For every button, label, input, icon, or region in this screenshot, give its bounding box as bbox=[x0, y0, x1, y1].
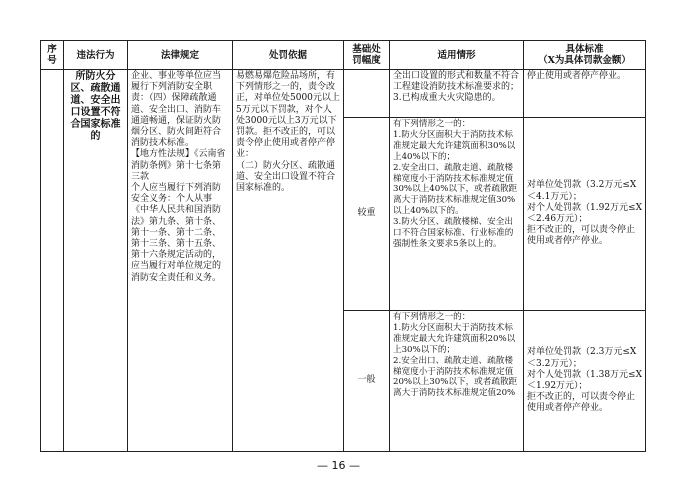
penalty-basis-cell: 易燃易爆危险品场所，有下列情形之一的，责令改正，对单位处5000元以上5万元以下罚款，对个人处3000元以上3万元以下罚款。拒不改正的，可以责令停止使用或者停产停业： （二）防火分区、疏散通道、安全出口设置不符合国家标准的。 bbox=[233, 70, 344, 452]
violation-cell: 所防火分区、疏散通道、安全出口设置不符合国家标准的 bbox=[64, 70, 128, 452]
header-base-range: 基础处 罚幅度 bbox=[344, 41, 390, 70]
header-legal-provision: 法律规定 bbox=[128, 41, 233, 70]
header-penalty-basis: 处罚依据 bbox=[233, 41, 344, 70]
circumstances-cell: 有下列情形之一的： 1.防火分区面积大于消防技术标准规定最大允许建筑面积30%以上40%以下的； 2.安全出口、疏散走道、疏散楼梯宽度小于消防技术标准规定值30%以上40%以下，或者疏散距离大于消防技术标准规定值30%以上40%以下的。 3.防火分区、疏散楼梯、安全出口不符合国家标准、行业标准的强制性条文要求5条以上的。 bbox=[390, 118, 524, 311]
header-row bbox=[41, 41, 646, 70]
level-cell bbox=[344, 70, 390, 118]
level-cell: 一般 bbox=[344, 311, 390, 452]
seq-cell bbox=[41, 70, 64, 452]
header-seq: 序 号 bbox=[41, 41, 64, 70]
circumstances-cell: 有下列情形之一的： 1.防火分区面积大于消防技术标准规定最大允许建筑面积20%以上30%以下的； 2.安全出口、疏散走道、疏散楼梯宽度小于消防技术标准规定值20%以上30%以下，或者疏散距离大于消防技术标准规定值20% bbox=[390, 311, 524, 452]
penalty-standard-table bbox=[40, 40, 646, 452]
page-number: — 16 — bbox=[317, 459, 360, 472]
circumstances-cell: 全出口设置的形式和数量不符合工程建设消防技术标准要求的； 3.已构成重大火灾隐患的。 bbox=[390, 70, 524, 118]
standard-cell: 对单位处罚款（3.2万元≤X＜4.1万元）； 对个人处罚款（1.92万元≤X＜2.46万元）； 拒不改正的，可以责令停止使用或者停产停业。 bbox=[524, 118, 646, 311]
header-circumstances: 适用情形 bbox=[390, 41, 524, 70]
header-standard: 具体标准 （X为具体罚款金额） bbox=[524, 41, 646, 70]
table-row bbox=[41, 70, 646, 118]
header-violation: 违法行为 bbox=[64, 41, 128, 70]
level-cell: 较重 bbox=[344, 118, 390, 311]
legal-provision-cell: 企业、事业等单位应当履行下列消防安全职责：（四）保障疏散通道、安全出口、消防车通道畅通，保证防火防烟分区、防火间距符合消防技术标准。 【地方性法规】《云南省消防条例》第十七条第三款 个人应当履行下列消防安全义务：个人从事《中华人民共和国消防法》第九条、第十条、第十一条、第十二条、第十三条、第十五条、第十六条规定活动的，应当履行对单位规定的消防安全责任和义务。 bbox=[128, 70, 233, 452]
standard-cell: 对单位处罚款（2.3万元≤X＜3.2万元）； 对个人处罚款（1.38万元≤X＜1.92万元）； 拒不改正的，可以责令停止使用或者停产停业。 bbox=[524, 311, 646, 452]
standard-cell: 停止使用或者停产停业。 bbox=[524, 70, 646, 118]
